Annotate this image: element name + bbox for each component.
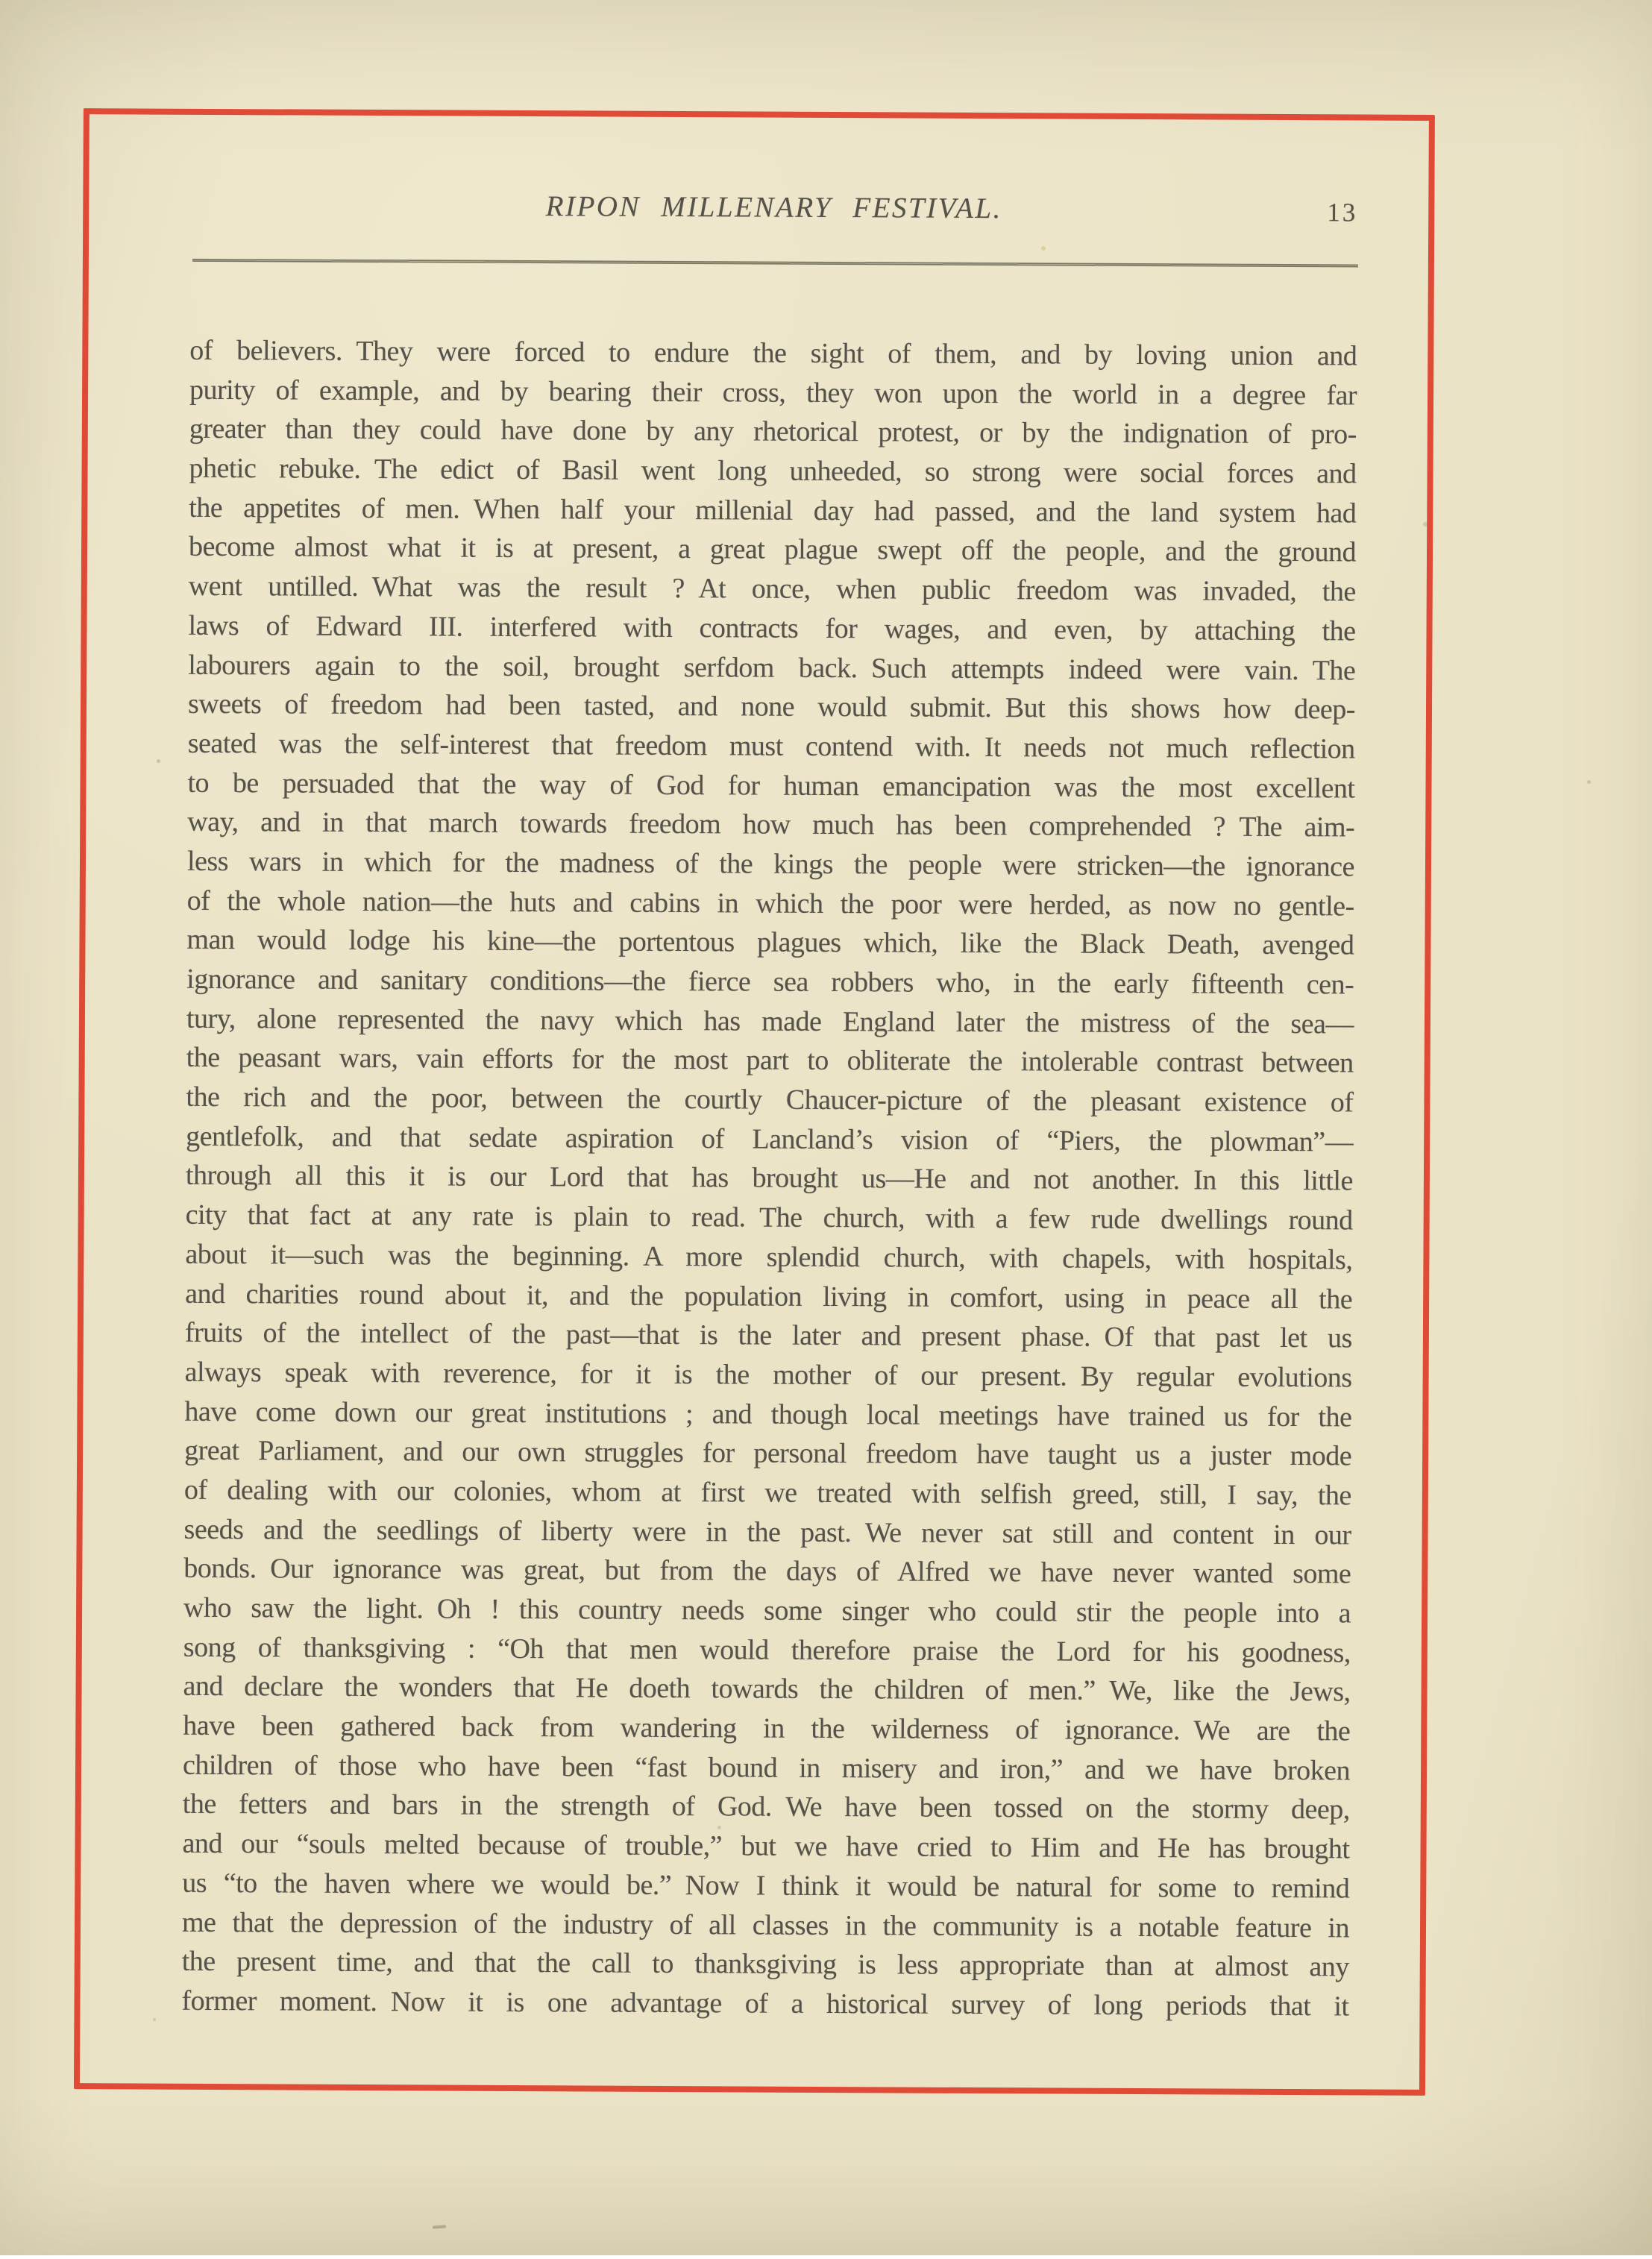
text-line: through all this it is our Lord that has brought us—He and not another. In this little [185,1160,1354,1197]
text-line: of dealing with our colonies, whom at first we treated with selfish greed, still, I say, the [183,1474,1351,1512]
text-line: the peasant wars, vain efforts for the most part to obliterate the intolerable contrast between [186,1042,1354,1079]
text-line: and charities round about it, and the population living in comfort, using in peace all the [185,1278,1353,1315]
text-line: great Parliament, and our own struggles for personal freedom have taught us a juster mode [184,1435,1352,1472]
text-line: become almost what it is at present, a great plague swept off the people, and the ground [188,531,1357,568]
paper-speck [1587,780,1591,784]
text-line: fruits of the intellect of the past—that is the later and present phase. Of that past let us [184,1316,1352,1354]
text-line: of believers. They were forced to endure the sight of them, and by loving union and [189,334,1357,372]
text-line: sweets of freedom had been tasted, and none would submit. But this shows how deep- [187,688,1356,726]
text-line: gentlefolk, and that sedate aspiration of Lancland’s vision of “Piers, the plowman”— [186,1120,1354,1158]
text-line: have been gathered back from wandering in the wilderness of ignorance. We are the [183,1709,1351,1747]
text-line: and our “souls melted because of trouble,” but we have cried to Him and He has brought [182,1827,1350,1865]
text-line: ignorance and sanitary conditions—the fierce sea robbers who, in the early fifteenth cen- [186,963,1354,1001]
text-line: always speak with reverence, for it is the mother of our present. By regular evolutions [184,1356,1352,1394]
text-line: bonds. Our ignorance was great, but from the days of Alfred we have never wanted some [183,1553,1351,1590]
text-line: who saw the light. Oh ! this country needs some singer who could stir the people into a [183,1592,1351,1630]
text-line: the present time, and that the call to thanksgiving is less appropriate than at almost any [181,1945,1349,1983]
text-line: phetic rebuke. The edict of Basil went long unheeded, so strong were social forces and [189,452,1357,490]
text-line: song of thanksgiving : “Oh that men would therefore praise the Lord for his goodness, [183,1631,1351,1669]
text-line: greater than they could have done by any rhetorical protest, or by the indignation of pro- [189,413,1357,450]
paper-speck [717,1826,721,1829]
body-text [181,331,1357,2026]
text-line: way, and in that march towards freedom how much has been comprehended ? The aim- [187,806,1355,843]
text-line: man would lodge his kine—the portentous plagues which, like the Black Death, avenged [186,924,1354,961]
text-line: went untilled. What was the result ? At once, when public freedom was invaded, the [188,570,1356,608]
paper-speck [153,2018,156,2021]
text-line: of the whole nation—the huts and cabins in which the poor were herded, as now no gentle- [186,885,1354,923]
text-line: former moment. Now it is one advantage of a historical survey of long periods that it [181,1985,1349,2023]
text-line: the fetters and bars in the strength of God. We have been tossed on the stormy deep, [182,1788,1350,1826]
paper-speck [1423,522,1428,527]
text-line: to be persuaded that the way of God for human emancipation was the most excellent [187,767,1355,805]
text-line: labourers again to the soil, brought serfdom back. Such attempts indeed were vain. The [188,649,1356,686]
text-line: us “to the haven where we would be.” Now I think it would be natural for some to remind [182,1867,1350,1905]
paper-speck [157,759,160,763]
text-line: children of those who have been “fast bound in misery and iron,” and we have broken [182,1749,1351,1787]
text-line: less wars in which for the madness of the kings the people were stricken—the ignorance [186,845,1355,883]
text-line: me that the depression of the industry of all classes in the community is a notable feature in [181,1906,1350,1944]
text-line: and declare the wonders that He doeth towards the children of men.” We, like the Jews, [183,1671,1351,1708]
page-title: RIPON MILLENARY FESTIVAL. [545,190,1002,225]
running-header [192,0,1359,227]
text-line: seated was the self-interest that freedom must contend with. It needs not much reflection [187,727,1355,765]
text-line: seeds and the seedlings of liberty were in the past. We never sat still and content in our [183,1513,1351,1551]
text-line: laws of Edward III. interfered with contracts for wages, and even, by attaching the [188,609,1356,647]
text-line: city that fact at any rate is plain to read. The church, with a few rude dwellings round [185,1198,1353,1237]
text-line: have come down our great institutions ; and though local meetings have trained us for the [184,1395,1352,1433]
text-line: tury, alone represented the navy which has made England later the mistress of the sea— [186,1002,1354,1040]
paper-speck [1041,246,1046,251]
text-line: the appetites of men. When half your millenial day had passed, and the land system had [189,491,1357,530]
text-line: the rich and the poor, between the courtly Chaucer-picture of the pleasant existence of [186,1081,1354,1119]
page-number: 13 [1327,198,1358,227]
text-line: about it—such was the beginning. A more splendid church, with chapels, with hospitals, [185,1238,1353,1276]
text-line: purity of example, and by bearing their cross, they won upon the world in a degree far [189,374,1357,412]
